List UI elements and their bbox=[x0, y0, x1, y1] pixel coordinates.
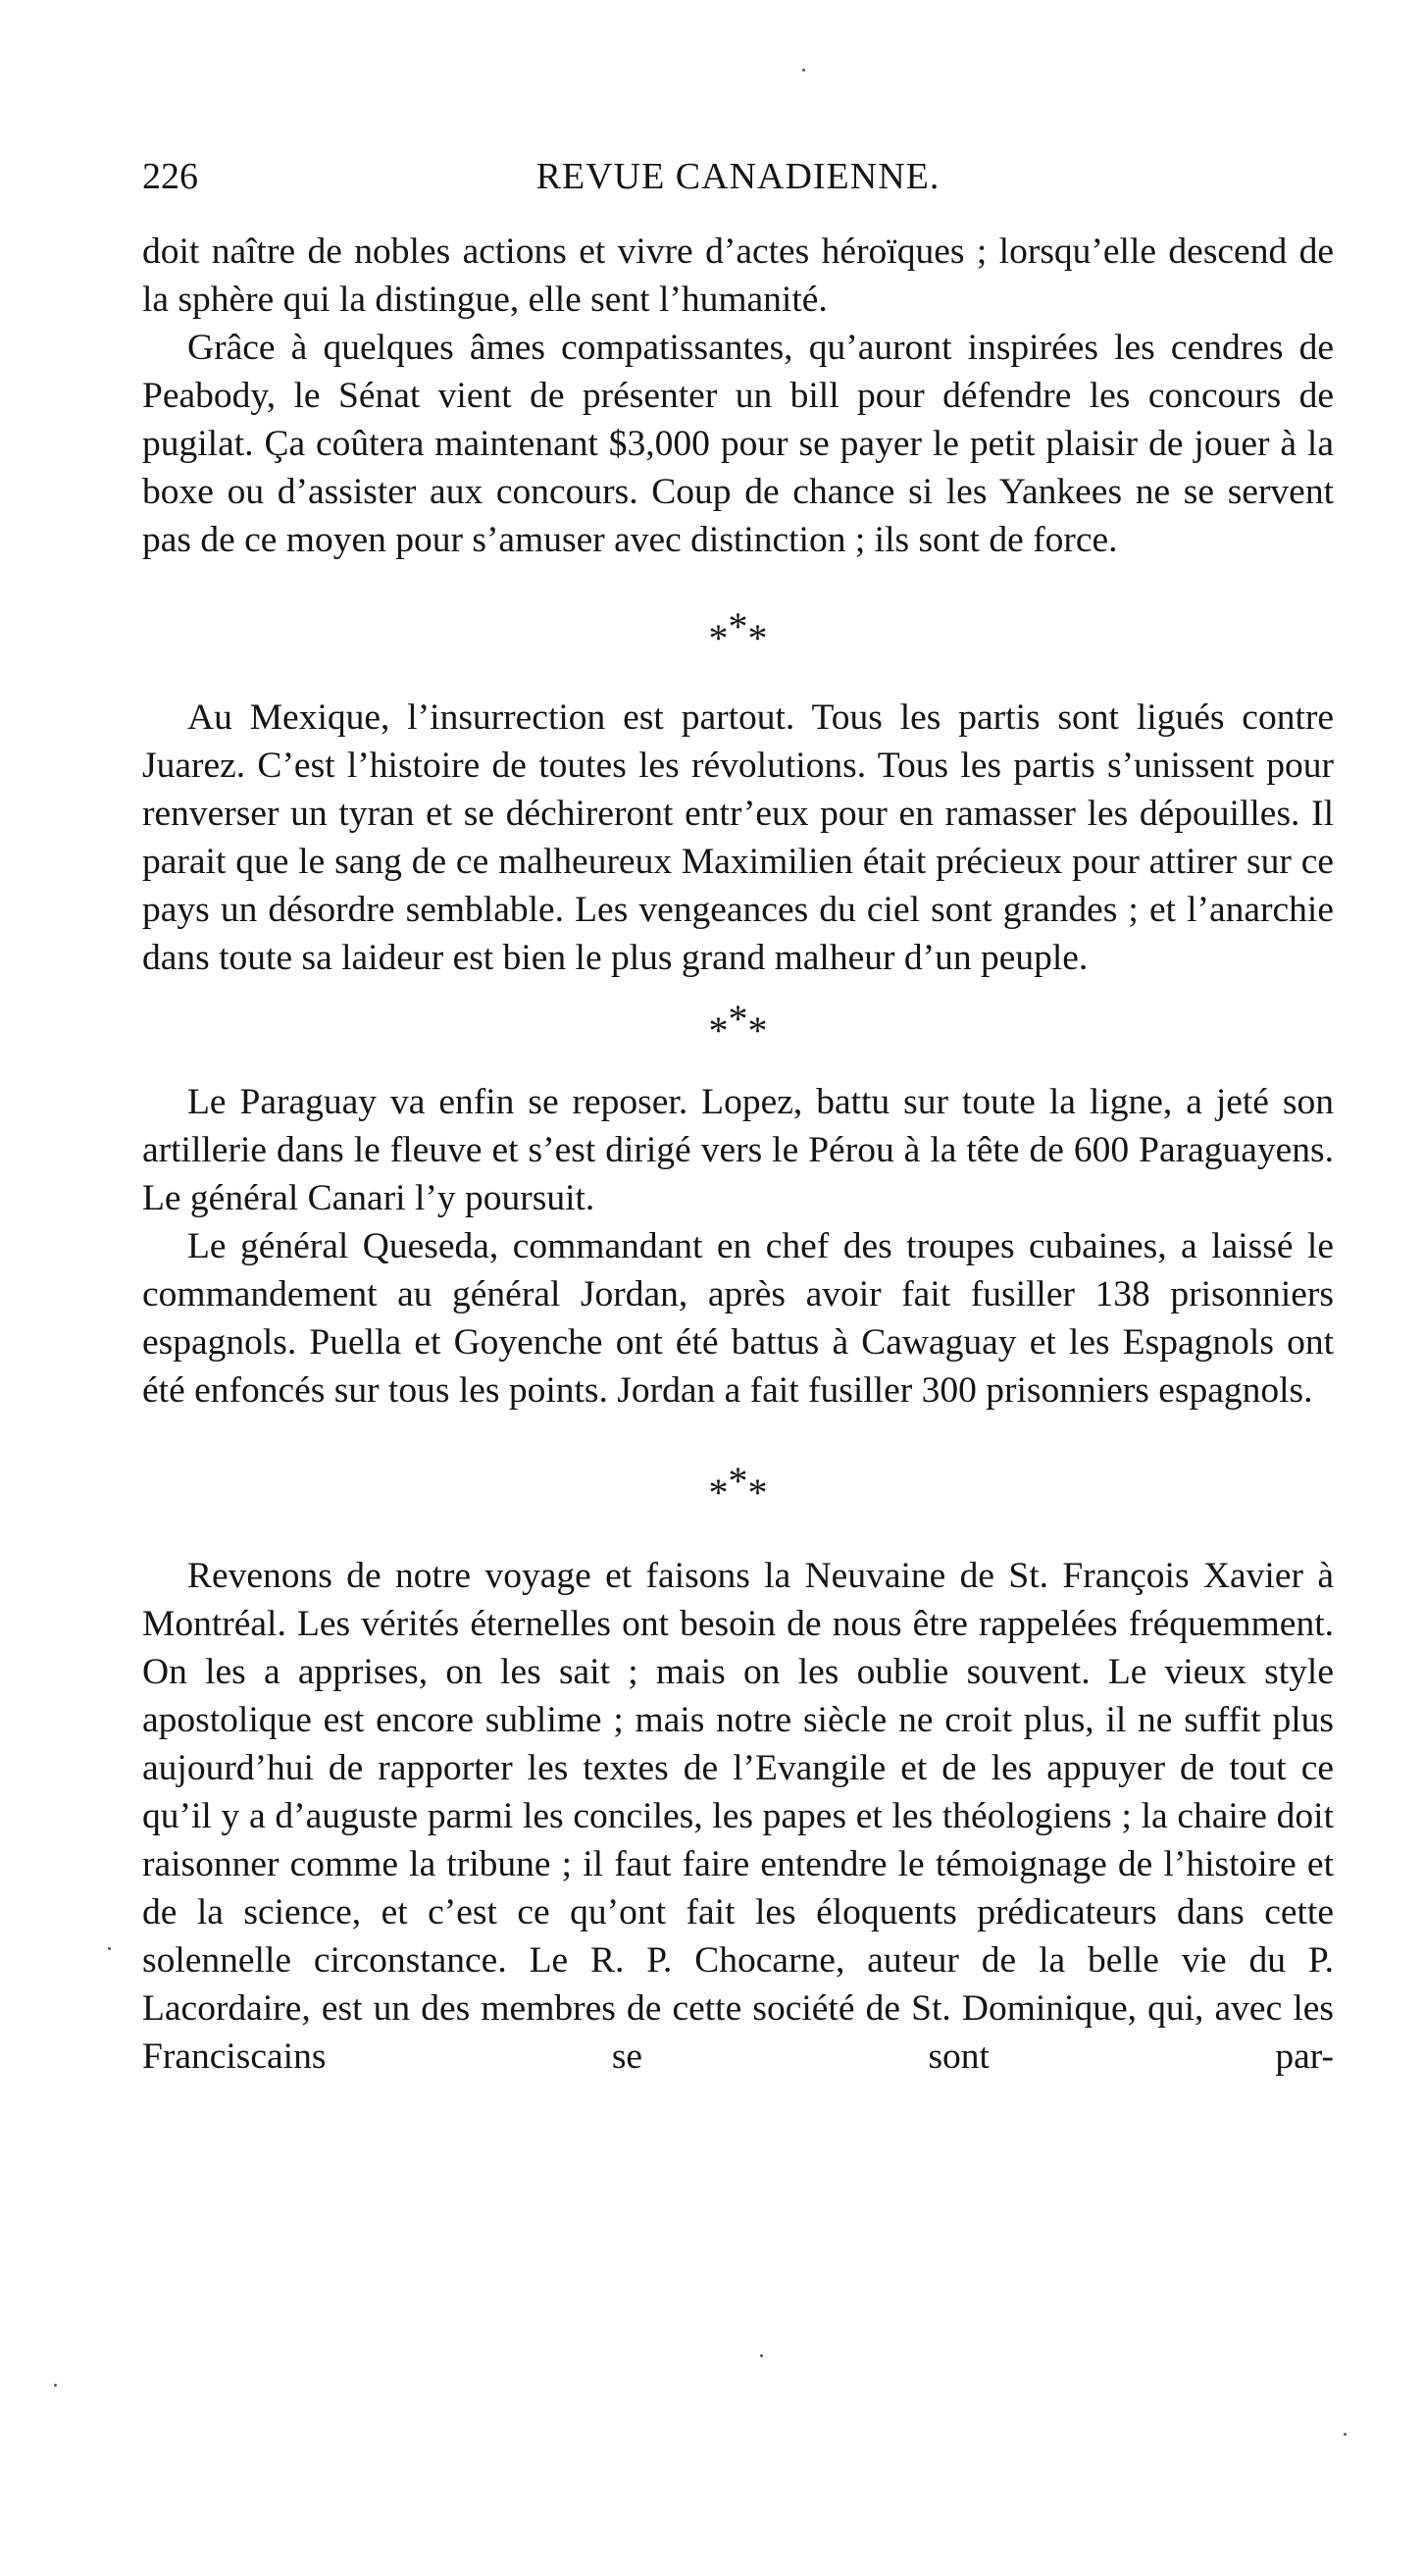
paragraph-4: Le Paraguay va enfin se reposer. Lopez, battu sur toute la ligne, a jeté son artillerie dans le fleuve et s’est dirigé vers le Pérou à la tête de 600 Paraguayens. Le général Canari l’y poursuit. bbox=[142, 1082, 1334, 1218]
scan-speck bbox=[802, 69, 805, 72]
asterism-star: * bbox=[728, 997, 748, 1041]
paragraph-2: Grâce à quelques âmes compatissantes, qu’auront inspirées les cendres de Peabody, le Sénat vient de présenter un bill pour défendre les concours de pugilat. Ça coûtera maintenant $3,000 pour se payer le petit plaisir de jouer à la boxe ou d’assister aux concours. Coup de chance si les Yankees ne se servent pas de ce moyen pour s’amuser avec distinction ; ils sont de force. bbox=[142, 328, 1334, 560]
asterism-separator bbox=[142, 604, 1334, 660]
paragraph-1: doit naître de nobles actions et vivre d’actes héroïques ; lorsqu’elle descend de la sphère qui la distingue, elle sent l’humanité. bbox=[142, 232, 1334, 320]
paragraph-6: Revenons de notre voyage et faisons la Neuvaine de St. François Xavier à Montréal. Les vérités éternelles ont besoin de nous être rappelées fréquemment. On les a apprises, on les sait ; mais on les oublie souvent. Le vieux style apostolique est encore sublime ; mais notre siècle ne croit plus, il ne suffit plus aujourd’hui de rapporter les textes de l’Evangile et de les appuyer de tout ce qu’il y a d’auguste parmi les conciles, les papes et les théologiens ; la chaire doit raisonner comme la tribune ; il faut faire entendre le témoignage de l’histoire et de la science, et c’est ce qu’ont fait les éloquents prédicateurs dans cette solennelle circonstance. Le R. P. Chocarne, auteur de la belle vie du P. Lacordaire, est un des membres de cette société de St. Dominique, qui, avec les Franciscains se sont par- bbox=[142, 1556, 1334, 2077]
asterism-star: * bbox=[708, 616, 729, 660]
book-page bbox=[142, 147, 1334, 2081]
journal-title: REVUE CANADIENNE. bbox=[535, 156, 941, 197]
asterism-star: * bbox=[747, 1470, 768, 1515]
paragraph-3: Au Mexique, l’insurrection est partout. Tous les partis sont ligués contre Juarez. C’est l’histoire de toutes les révolutions. Tous les partis s’unissent pour renverser un tyran et se déchireront entr’eux pour en ramasser les dépouilles. Il parait que le sang de ce malheureux Maximilien était précieux pour attirer sur ce pays un désordre semblable. Les vengeances du ciel sont grandes ; et l’anarchie dans toute sa laideur est bien le plus grand malheur d’un peuple. bbox=[142, 697, 1334, 978]
body-text bbox=[142, 228, 1334, 2081]
asterism-star: * bbox=[747, 616, 768, 660]
scan-speck bbox=[1344, 2433, 1347, 2436]
asterism-star: * bbox=[728, 604, 748, 648]
asterism-star: * bbox=[708, 1008, 729, 1053]
page-number: 226 bbox=[142, 156, 198, 197]
running-head bbox=[142, 147, 1334, 206]
scan-speck bbox=[108, 1947, 111, 1950]
asterism-separator bbox=[142, 997, 1334, 1053]
scan-speck bbox=[54, 2384, 57, 2387]
asterism-star: * bbox=[708, 1470, 729, 1515]
asterism-star: * bbox=[747, 1008, 768, 1053]
asterism-star: * bbox=[728, 1459, 748, 1503]
scan-speck bbox=[760, 2354, 763, 2357]
asterism-separator bbox=[142, 1459, 1334, 1515]
paragraph-5: Le général Queseda, commandant en chef des troupes cubaines, a laissé le commandement au général Jordan, après avoir fait fusiller 138 prisonniers espagnols. Puella et Goyenche ont été battus à Cawaguay et les Espagnols ont été enfoncés sur tous les points. Jordan a fait fusiller 300 prisonniers espagnols. bbox=[142, 1226, 1334, 1411]
